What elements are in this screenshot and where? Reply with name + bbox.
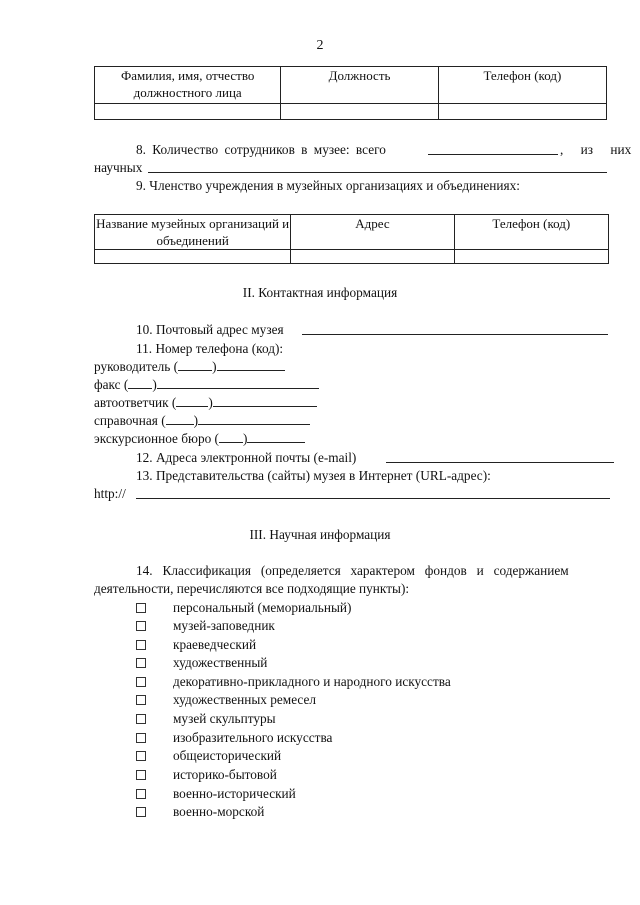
staff-scientific-field[interactable] <box>148 161 607 173</box>
table-row <box>95 104 607 120</box>
phone-paren: ) <box>212 359 217 374</box>
phone-row-info <box>94 413 310 429</box>
checkbox[interactable] <box>136 621 146 631</box>
url-field[interactable] <box>136 487 610 499</box>
table-header-cell: Адрес <box>291 215 454 250</box>
checkbox[interactable] <box>136 789 146 799</box>
phone-code-field[interactable] <box>219 431 243 443</box>
phone-label: справочная ( <box>94 413 166 428</box>
checkbox[interactable] <box>136 603 146 613</box>
item13-text: 13. Представительства (сайты) музея в Интернет (URL-адрес): <box>136 468 491 483</box>
item11-text: 11. Номер телефона (код): <box>136 341 284 356</box>
phone-number-field[interactable] <box>198 413 310 425</box>
phone-paren: ) <box>193 413 199 428</box>
table-cell[interactable] <box>454 250 608 264</box>
email-field[interactable] <box>386 451 614 463</box>
item12-text: 12. Адреса электронной почты (e-mail) <box>136 450 357 465</box>
item8-line1 <box>136 142 386 158</box>
phone-paren: ) <box>208 395 213 410</box>
option-label: краеведческий <box>173 637 257 652</box>
phone-number-field[interactable] <box>213 395 317 407</box>
option-label: изобразительного искусства <box>173 730 333 745</box>
table-header-cell: Название музейных организаций и объединений <box>96 216 290 248</box>
option-label: военно-морской <box>173 804 265 819</box>
phone-number-field[interactable] <box>247 431 305 443</box>
phone-code-field[interactable] <box>166 413 194 425</box>
phone-code-field[interactable] <box>178 359 212 371</box>
staff-total-field[interactable] <box>428 143 558 155</box>
item8-text2: , из них <box>560 142 632 157</box>
phone-paren: ) <box>243 431 248 446</box>
option-label: музей скульптуры <box>173 711 276 726</box>
table-row <box>95 250 609 264</box>
option-label: художественных ремесел <box>173 692 317 707</box>
url-prefix: http:// <box>94 486 126 501</box>
checkbox[interactable] <box>136 640 146 650</box>
option-label: декоративно-прикладного и народного искусства <box>173 674 451 689</box>
phone-number-field[interactable] <box>157 377 319 389</box>
phone-code-field[interactable] <box>128 377 152 389</box>
phone-row-excursion <box>94 431 305 447</box>
item14-line1: 14. Классификация (определяется характером фондов и содержанием <box>136 563 569 578</box>
option-label: военно-исторический <box>173 786 296 801</box>
option-label: персональный (мемориальный) <box>173 600 352 615</box>
phone-label: экскурсионное бюро ( <box>94 431 219 446</box>
phone-label: факс ( <box>94 377 129 392</box>
contacts-table <box>94 66 607 120</box>
organizations-table <box>94 214 609 264</box>
checkbox[interactable] <box>136 714 146 724</box>
table-cell[interactable] <box>291 250 454 264</box>
item9-text: 9. Членство учреждения в музейных организациях и объединениях: <box>136 178 520 193</box>
checkbox[interactable] <box>136 770 146 780</box>
page-number: 2 <box>316 38 324 53</box>
item10-text: 10. Почтовый адрес музея <box>136 322 284 337</box>
table-header-cell: Фамилия, имя, отчество должностного лица <box>95 67 281 104</box>
table-cell[interactable] <box>95 250 291 264</box>
section-title-contact: II. Контактная информация <box>242 285 398 300</box>
checkbox[interactable] <box>136 658 146 668</box>
checkbox[interactable] <box>136 695 146 705</box>
table-header-cell: Телефон (код) <box>454 215 608 250</box>
phone-label: автоответчик ( <box>94 395 177 410</box>
phone-code-field[interactable] <box>176 395 208 407</box>
checkbox[interactable] <box>136 751 146 761</box>
phone-label: руководитель ( <box>94 359 179 374</box>
postal-address-field[interactable] <box>302 323 608 335</box>
phone-paren: ) <box>152 377 157 392</box>
checkbox[interactable] <box>136 733 146 743</box>
option-label: художественный <box>173 655 268 670</box>
table-cell[interactable] <box>438 104 606 120</box>
phone-row-head <box>94 359 285 375</box>
table-header-row <box>95 215 609 250</box>
table-header-cell: Телефон (код) <box>438 67 606 104</box>
section-title-scientific: III. Научная информация <box>249 527 391 542</box>
item8-text: 8. Количество сотрудников в музее: всего <box>136 142 386 157</box>
item14-line2: деятельности, перечисляются все подходящие пункты): <box>94 581 410 596</box>
phone-row-answering <box>94 395 317 411</box>
option-label: общеисторический <box>173 748 282 763</box>
item8-text3: научных <box>94 160 143 175</box>
option-label: историко-бытовой <box>173 767 277 782</box>
checkbox[interactable] <box>136 807 146 817</box>
option-label: музей-заповедник <box>173 618 275 633</box>
table-header-row <box>95 67 607 104</box>
table-header-cell: Должность <box>281 67 438 104</box>
phone-number-field[interactable] <box>217 359 285 371</box>
phone-row-fax <box>94 377 319 393</box>
table-cell[interactable] <box>95 104 281 120</box>
table-cell[interactable] <box>281 104 438 120</box>
checkbox[interactable] <box>136 677 146 687</box>
